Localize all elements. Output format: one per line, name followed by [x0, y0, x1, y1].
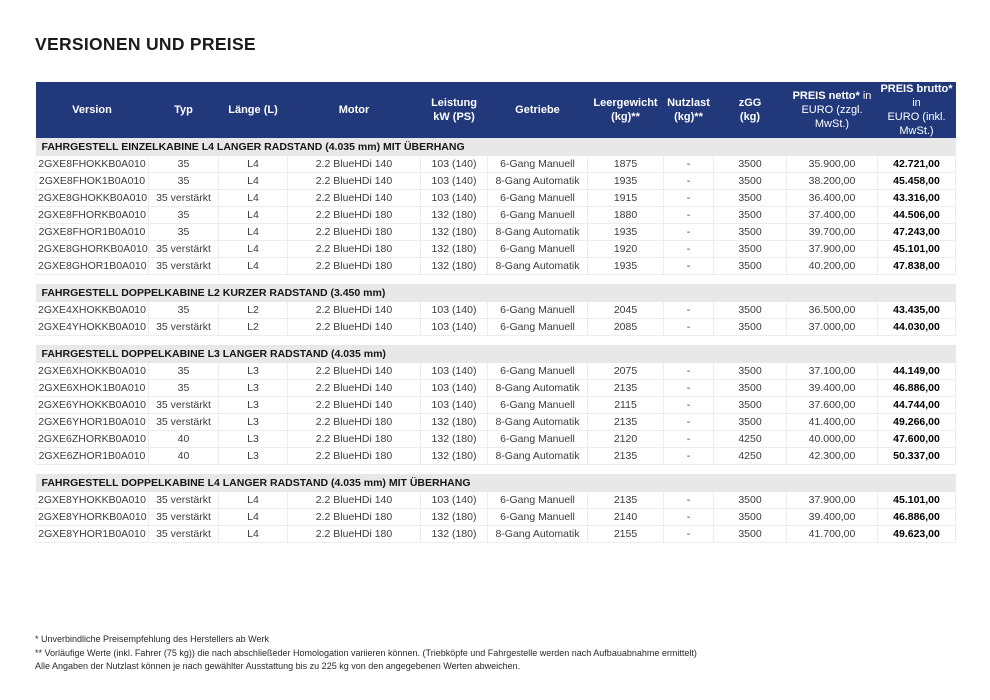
cell: -: [664, 241, 714, 258]
cell: 1875: [588, 156, 664, 173]
column-header-2: Länge (L): [219, 82, 288, 138]
cell: 3500: [714, 173, 787, 190]
cell: 2.2 BlueHDi 140: [288, 380, 421, 397]
section-header: FAHRGESTELL DOPPELKABINE L2 KURZER RADSTAND (3.450 mm): [36, 284, 956, 302]
cell: 38.200,00: [787, 173, 878, 190]
cell: 50.337,00: [878, 448, 956, 465]
table-row: [36, 319, 956, 336]
version-cell: 2GXE8YHOR1B0A010: [36, 526, 149, 543]
section-header-row: [36, 345, 956, 363]
cell: 2045: [588, 302, 664, 319]
section-gap-cell: [36, 336, 956, 346]
column-header-9: PREIS netto* in EURO (zzgl. MwSt.): [787, 82, 878, 138]
cell: 35 verstärkt: [149, 190, 219, 207]
cell: 47.838,00: [878, 258, 956, 275]
cell: 132 (180): [421, 241, 488, 258]
cell: L4: [219, 173, 288, 190]
cell: 2.2 BlueHDi 140: [288, 363, 421, 380]
cell: -: [664, 207, 714, 224]
cell: 132 (180): [421, 526, 488, 543]
cell: 46.886,00: [878, 380, 956, 397]
cell: 41.400,00: [787, 414, 878, 431]
cell: -: [664, 173, 714, 190]
cell: L3: [219, 380, 288, 397]
cell: -: [664, 526, 714, 543]
cell: L2: [219, 302, 288, 319]
cell: -: [664, 319, 714, 336]
column-header-0: Version: [36, 82, 149, 138]
version-cell: 2GXE6XHOK1B0A010: [36, 380, 149, 397]
table-row: [36, 448, 956, 465]
cell: 37.600,00: [787, 397, 878, 414]
cell: 35 verstärkt: [149, 241, 219, 258]
footnote-payload: Alle Angaben der Nutzlast können je nach gewählter Ausstattung bis zu 225 kg von den angegebenen Werten abweichen.: [35, 661, 521, 671]
cell: L4: [219, 190, 288, 207]
cell: 35: [149, 207, 219, 224]
cell: 132 (180): [421, 207, 488, 224]
cell: L3: [219, 363, 288, 380]
cell: 103 (140): [421, 319, 488, 336]
cell: 103 (140): [421, 380, 488, 397]
cell: 6-Gang Manuell: [488, 492, 588, 509]
footnotes: [35, 633, 955, 674]
cell: 103 (140): [421, 190, 488, 207]
cell: 36.400,00: [787, 190, 878, 207]
cell: -: [664, 363, 714, 380]
cell: 2.2 BlueHDi 140: [288, 397, 421, 414]
cell: 2.2 BlueHDi 180: [288, 241, 421, 258]
cell: 35 verstärkt: [149, 397, 219, 414]
cell: 6-Gang Manuell: [488, 509, 588, 526]
cell: 43.435,00: [878, 302, 956, 319]
cell: 6-Gang Manuell: [488, 302, 588, 319]
cell: -: [664, 448, 714, 465]
cell: 2.2 BlueHDi 180: [288, 414, 421, 431]
cell: 2.2 BlueHDi 180: [288, 509, 421, 526]
cell: 43.316,00: [878, 190, 956, 207]
cell: 47.600,00: [878, 431, 956, 448]
cell: -: [664, 492, 714, 509]
cell: 8-Gang Automatik: [488, 258, 588, 275]
cell: 103 (140): [421, 397, 488, 414]
cell: 3500: [714, 319, 787, 336]
cell: 2140: [588, 509, 664, 526]
cell: 4250: [714, 448, 787, 465]
cell: 40: [149, 448, 219, 465]
cell: 8-Gang Automatik: [488, 173, 588, 190]
cell: 2085: [588, 319, 664, 336]
cell: 4250: [714, 431, 787, 448]
section-header-row: [36, 138, 956, 156]
column-header-1: Typ: [149, 82, 219, 138]
cell: 2.2 BlueHDi 180: [288, 431, 421, 448]
column-header-7: Nutzlast (kg)**: [664, 82, 714, 138]
cell: 42.721,00: [878, 156, 956, 173]
cell: 6-Gang Manuell: [488, 207, 588, 224]
cell: 2135: [588, 414, 664, 431]
cell: 132 (180): [421, 431, 488, 448]
cell: -: [664, 224, 714, 241]
cell: 1935: [588, 173, 664, 190]
cell: L3: [219, 448, 288, 465]
cell: L4: [219, 224, 288, 241]
cell: 6-Gang Manuell: [488, 241, 588, 258]
version-cell: 2GXE8FHOKKB0A010: [36, 156, 149, 173]
cell: 3500: [714, 224, 787, 241]
cell: 37.100,00: [787, 363, 878, 380]
table-body: [36, 138, 956, 543]
cell: 2120: [588, 431, 664, 448]
cell: 3500: [714, 258, 787, 275]
cell: 2.2 BlueHDi 140: [288, 190, 421, 207]
cell: 47.243,00: [878, 224, 956, 241]
column-header-8: zGG (kg): [714, 82, 787, 138]
cell: 35 verstärkt: [149, 319, 219, 336]
column-header-5: Getriebe: [488, 82, 588, 138]
cell: 35.900,00: [787, 156, 878, 173]
cell: -: [664, 414, 714, 431]
cell: 35 verstärkt: [149, 509, 219, 526]
table-row: [36, 156, 956, 173]
version-cell: 2GXE4XHOKKB0A010: [36, 302, 149, 319]
version-cell: 2GXE6ZHOR1B0A010: [36, 448, 149, 465]
cell: 35: [149, 380, 219, 397]
version-cell: 2GXE8FHOR1B0A010: [36, 224, 149, 241]
section-gap-cell: [36, 275, 956, 285]
cell: 2.2 BlueHDi 180: [288, 448, 421, 465]
footnote-weights: ** Vorläufige Werte (inkl. Fahrer (75 kg)) die nach abschließeder Homologation variieren können. (Triebköpfe und Fahrgestelle werden nach Aufbauabnahme ermittelt): [35, 647, 697, 658]
version-cell: 2GXE8FHOK1B0A010: [36, 173, 149, 190]
column-header-4: Leistung kW (PS): [421, 82, 488, 138]
cell: 6-Gang Manuell: [488, 363, 588, 380]
cell: 8-Gang Automatik: [488, 448, 588, 465]
cell: 3500: [714, 156, 787, 173]
cell: 8-Gang Automatik: [488, 224, 588, 241]
table-row: [36, 302, 956, 319]
cell: 1880: [588, 207, 664, 224]
cell: L3: [219, 397, 288, 414]
table-row: [36, 397, 956, 414]
table-header-row: [36, 82, 956, 138]
cell: 2135: [588, 380, 664, 397]
cell: -: [664, 190, 714, 207]
cell: 3500: [714, 207, 787, 224]
cell: -: [664, 509, 714, 526]
cell: 3500: [714, 302, 787, 319]
cell: 35: [149, 156, 219, 173]
cell: 132 (180): [421, 224, 488, 241]
cell: 44.030,00: [878, 319, 956, 336]
version-cell: 2GXE8YHORKB0A010: [36, 509, 149, 526]
cell: 1915: [588, 190, 664, 207]
cell: 35: [149, 363, 219, 380]
version-cell: 2GXE4YHOKKB0A010: [36, 319, 149, 336]
section-header-row: [36, 474, 956, 492]
version-cell: 2GXE8GHOR1B0A010: [36, 258, 149, 275]
cell: 6-Gang Manuell: [488, 397, 588, 414]
cell: 3500: [714, 241, 787, 258]
cell: 2.2 BlueHDi 180: [288, 224, 421, 241]
cell: L4: [219, 156, 288, 173]
cell: 39.400,00: [787, 509, 878, 526]
cell: 2.2 BlueHDi 180: [288, 526, 421, 543]
page-title: VERSIONEN UND PREISE: [35, 34, 256, 54]
cell: 37.400,00: [787, 207, 878, 224]
section-header-row: [36, 284, 956, 302]
cell: 3500: [714, 526, 787, 543]
cell: 8-Gang Automatik: [488, 526, 588, 543]
cell: 44.506,00: [878, 207, 956, 224]
cell: -: [664, 397, 714, 414]
cell: 132 (180): [421, 448, 488, 465]
cell: 40.000,00: [787, 431, 878, 448]
column-header-6: Leergewicht (kg)**: [588, 82, 664, 138]
cell: 1935: [588, 258, 664, 275]
column-header-3: Motor: [288, 82, 421, 138]
table-row: [36, 509, 956, 526]
table-header: [36, 82, 956, 138]
cell: 3500: [714, 414, 787, 431]
cell: L4: [219, 258, 288, 275]
cell: 8-Gang Automatik: [488, 380, 588, 397]
cell: 37.900,00: [787, 492, 878, 509]
cell: 46.886,00: [878, 509, 956, 526]
cell: 103 (140): [421, 492, 488, 509]
cell: L4: [219, 526, 288, 543]
version-cell: 2GXE8GHOKKB0A010: [36, 190, 149, 207]
section-gap: [36, 275, 956, 285]
cell: L3: [219, 414, 288, 431]
section-header: FAHRGESTELL EINZELKABINE L4 LANGER RADSTAND (4.035 mm) MIT ÜBERHANG: [36, 138, 956, 156]
cell: 6-Gang Manuell: [488, 156, 588, 173]
cell: -: [664, 258, 714, 275]
cell: 35 verstärkt: [149, 492, 219, 509]
cell: 8-Gang Automatik: [488, 414, 588, 431]
cell: 2.2 BlueHDi 140: [288, 173, 421, 190]
cell: 44.744,00: [878, 397, 956, 414]
cell: 42.300,00: [787, 448, 878, 465]
cell: -: [664, 431, 714, 448]
cell: 39.400,00: [787, 380, 878, 397]
cell: 35 verstärkt: [149, 414, 219, 431]
cell: 35: [149, 173, 219, 190]
cell: 2155: [588, 526, 664, 543]
cell: L4: [219, 492, 288, 509]
table-row: [36, 241, 956, 258]
cell: 1920: [588, 241, 664, 258]
cell: -: [664, 302, 714, 319]
cell: 132 (180): [421, 509, 488, 526]
cell: 36.500,00: [787, 302, 878, 319]
cell: 3500: [714, 190, 787, 207]
cell: 2.2 BlueHDi 140: [288, 156, 421, 173]
cell: -: [664, 380, 714, 397]
table-row: [36, 380, 956, 397]
cell: 45.458,00: [878, 173, 956, 190]
cell: 132 (180): [421, 414, 488, 431]
table-row: [36, 224, 956, 241]
version-cell: 2GXE8YHOKKB0A010: [36, 492, 149, 509]
cell: 3500: [714, 363, 787, 380]
cell: 2135: [588, 448, 664, 465]
cell: L4: [219, 509, 288, 526]
table-row: [36, 363, 956, 380]
section-gap: [36, 336, 956, 346]
cell: 6-Gang Manuell: [488, 319, 588, 336]
table-row: [36, 258, 956, 275]
cell: 35: [149, 302, 219, 319]
cell: 2075: [588, 363, 664, 380]
price-table: [35, 82, 956, 543]
cell: 2115: [588, 397, 664, 414]
cell: 103 (140): [421, 302, 488, 319]
cell: 103 (140): [421, 173, 488, 190]
cell: 103 (140): [421, 156, 488, 173]
cell: 40.200,00: [787, 258, 878, 275]
section-gap: [36, 465, 956, 475]
section-header: FAHRGESTELL DOPPELKABINE L3 LANGER RADSTAND (4.035 mm): [36, 345, 956, 363]
cell: -: [664, 156, 714, 173]
cell: 6-Gang Manuell: [488, 431, 588, 448]
table-row: [36, 190, 956, 207]
version-cell: 2GXE8FHORKB0A010: [36, 207, 149, 224]
cell: 6-Gang Manuell: [488, 190, 588, 207]
table-row: [36, 526, 956, 543]
cell: 35: [149, 224, 219, 241]
footnote-netto: * Unverbindliche Preisempfehlung des Herstellers ab Werk: [35, 634, 269, 644]
column-header-10: PREIS brutto* in EURO (inkl. MwSt.): [878, 82, 956, 138]
cell: 2.2 BlueHDi 180: [288, 258, 421, 275]
version-cell: 2GXE6XHOKKB0A010: [36, 363, 149, 380]
version-cell: 2GXE8GHORKB0A010: [36, 241, 149, 258]
cell: 49.623,00: [878, 526, 956, 543]
table-row: [36, 431, 956, 448]
cell: 103 (140): [421, 363, 488, 380]
section-gap-cell: [36, 465, 956, 475]
version-cell: 2GXE6ZHORKB0A010: [36, 431, 149, 448]
cell: L2: [219, 319, 288, 336]
cell: L4: [219, 241, 288, 258]
cell: 3500: [714, 492, 787, 509]
table-row: [36, 207, 956, 224]
cell: L4: [219, 207, 288, 224]
cell: 45.101,00: [878, 241, 956, 258]
section-header: FAHRGESTELL DOPPELKABINE L4 LANGER RADSTAND (4.035 mm) MIT ÜBERHANG: [36, 474, 956, 492]
cell: 2.2 BlueHDi 140: [288, 492, 421, 509]
cell: 49.266,00: [878, 414, 956, 431]
cell: 1935: [588, 224, 664, 241]
cell: 3500: [714, 509, 787, 526]
cell: 3500: [714, 380, 787, 397]
cell: 37.000,00: [787, 319, 878, 336]
cell: 41.700,00: [787, 526, 878, 543]
cell: 35 verstärkt: [149, 526, 219, 543]
version-cell: 2GXE6YHOKKB0A010: [36, 397, 149, 414]
cell: 3500: [714, 397, 787, 414]
cell: 2135: [588, 492, 664, 509]
cell: 132 (180): [421, 258, 488, 275]
version-cell: 2GXE6YHOR1B0A010: [36, 414, 149, 431]
cell: 37.900,00: [787, 241, 878, 258]
cell: 2.2 BlueHDi 140: [288, 302, 421, 319]
cell: 40: [149, 431, 219, 448]
cell: 2.2 BlueHDi 180: [288, 207, 421, 224]
cell: 35 verstärkt: [149, 258, 219, 275]
cell: 44.149,00: [878, 363, 956, 380]
cell: L3: [219, 431, 288, 448]
table-row: [36, 492, 956, 509]
table-row: [36, 414, 956, 431]
cell: 2.2 BlueHDi 140: [288, 319, 421, 336]
cell: 45.101,00: [878, 492, 956, 509]
table-row: [36, 173, 956, 190]
cell: 39.700,00: [787, 224, 878, 241]
